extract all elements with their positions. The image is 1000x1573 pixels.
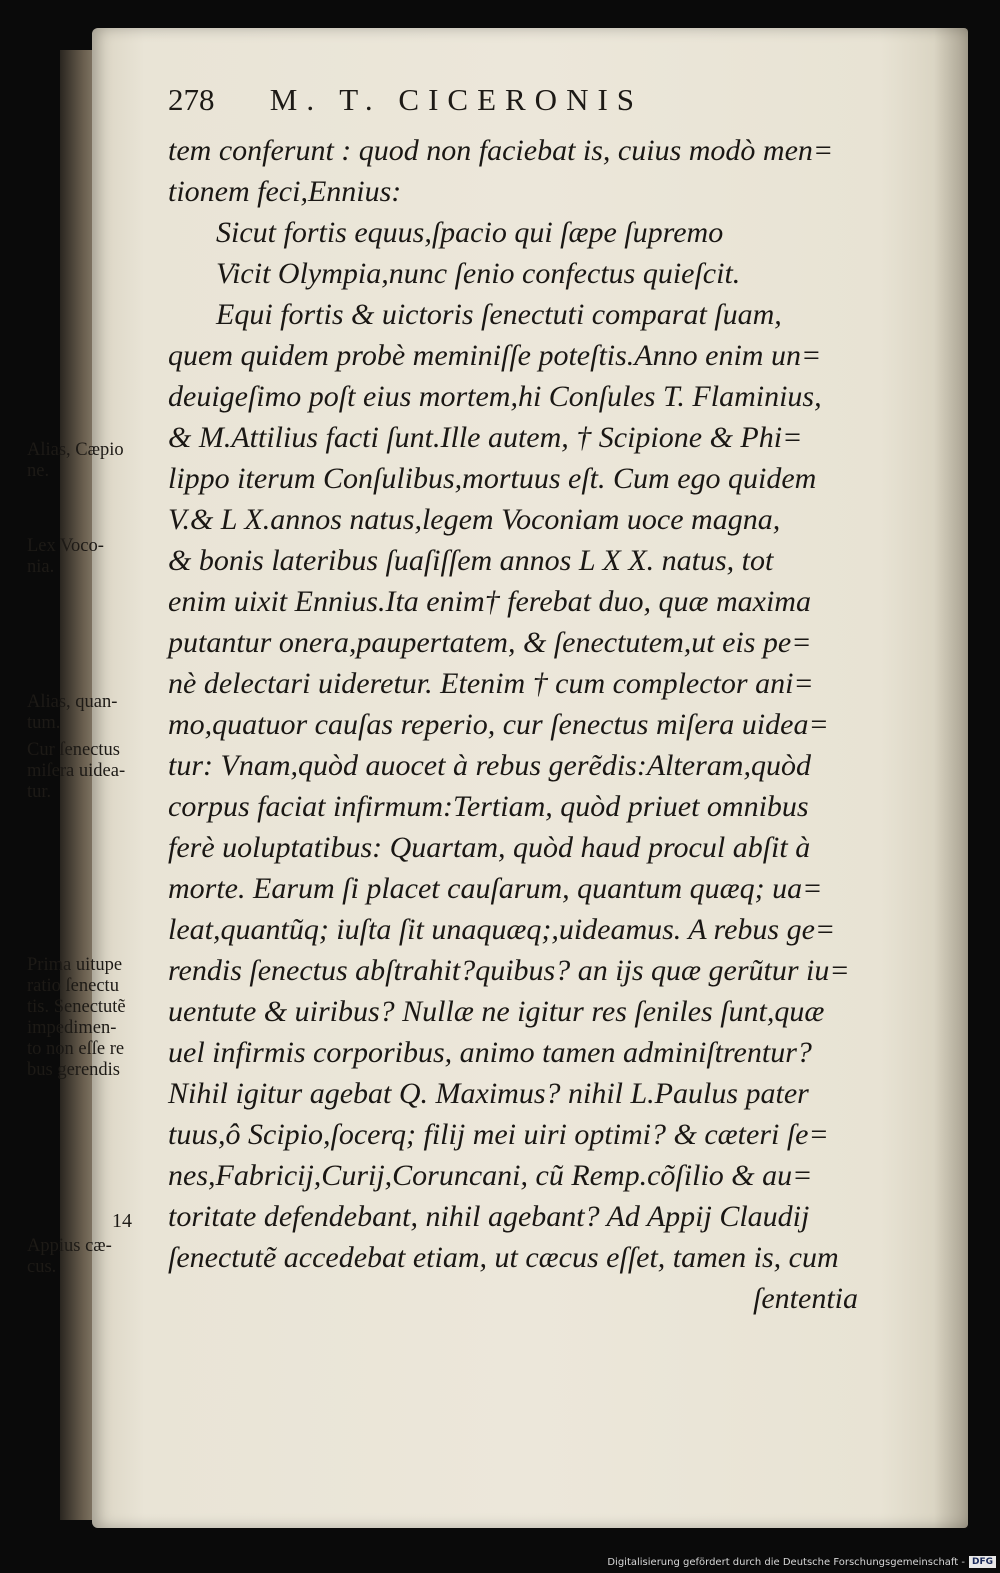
page-gutter-shadow (934, 28, 968, 1528)
text-line: & M.Attilius facti ſunt.Ille autem, † Scipione & Phi= (168, 421, 803, 454)
marginal-note-line: ratio ſenectu (27, 976, 119, 996)
text-line: nes,Fabricij,Curij,Coruncani, cũ Remp.cõſilio & au= (168, 1159, 813, 1192)
marginal-note-line: Appius cæ- (27, 1236, 112, 1256)
marginal-note (27, 440, 162, 482)
marginal-note (27, 955, 162, 1081)
text-line: leat,quantũq; iuſta ſit unaquæq;,uideamus. A rebus ge= (168, 913, 836, 946)
marginal-note-line: ne. (27, 461, 50, 481)
running-head (168, 82, 768, 122)
text-line: putantur onera,paupertatem, & ſenectutem,ut eis pe= (168, 626, 812, 659)
text-line: quem quidem probè meminiſſe poteſtis.Anno enim un= (168, 339, 822, 372)
marginal-note-line: nia. (27, 557, 55, 577)
running-title: M. T. CICERONIS (269, 82, 644, 117)
text-line: deuigeſimo poſt eius mortem,hi Conſules T. Flaminius, (168, 380, 822, 413)
marginal-note-line: to non eſſe re (27, 1039, 125, 1059)
marginal-note (27, 536, 162, 578)
footer-credit (580, 1553, 1000, 1573)
dfg-logo: DFG (969, 1556, 996, 1568)
text-line: mo,quatuor cauſas reperio, cur ſenectus miſera uidea= (168, 708, 829, 741)
marginal-note-line: Prima uitupe (27, 955, 123, 975)
marginal-note-line: bus gerendis (27, 1060, 120, 1080)
marginal-note-line: tum. (27, 713, 61, 733)
text-line: toritate defendebant, nihil agebant? Ad Appij Claudij (168, 1200, 810, 1233)
marginal-note-number: 14 (112, 1210, 132, 1232)
marginal-note (27, 740, 162, 803)
text-line: nè delectari uideretur. Etenim † cum complector ani= (168, 667, 814, 700)
text-line: uentute & uiribus? Nullæ ne igitur res ſeniles ſunt,quæ (168, 995, 825, 1028)
text-line: enim uixit Ennius.Ita enim† ferebat duo, quæ maxima (168, 585, 811, 618)
text-line: Equi fortis & uictoris ſenectuti comparat ſuam, (216, 298, 782, 331)
marginal-note-line: impedimen- (27, 1018, 117, 1038)
page-number: 278 (168, 82, 215, 117)
marginal-note-line: Lex Voco- (27, 536, 104, 556)
text-line: & bonis lateribus ſuaſiſſem annos L X X. natus, tot (168, 544, 774, 577)
text-line: Nihil igitur agebat Q. Maximus? nihil L.Paulus pater (168, 1077, 809, 1110)
text-line: corpus faciat infirmum:Tertiam, quòd priuet omnibus (168, 790, 809, 823)
text-line: tuus,ô Scipio,ſocerq; filij mei uiri optimi? & cæteri ſe= (168, 1118, 829, 1151)
marginal-note-line: Alias, quan- (27, 692, 118, 712)
text-line: Sicut fortis equus,ſpacio qui ſæpe ſupremo (216, 216, 724, 249)
marginal-note-line: Alias, Cæpio (27, 440, 124, 460)
marginal-note-line: miſera uidea- (27, 761, 126, 781)
text-line: tem conferunt : quod non faciebat is, cuius modò men= (168, 134, 834, 167)
text-line: lippo iterum Conſulibus,mortuus eſt. Cum ego quidem (168, 462, 817, 495)
text-line: ferè uoluptatibus: Quartam, quòd haud procul abſit à (168, 831, 811, 864)
marginal-note-line: tur. (27, 782, 52, 802)
text-line: morte. Earum ſi placet cauſarum, quantum quæq; ua= (168, 872, 823, 905)
marginal-note-line: cus. (27, 1257, 57, 1277)
text-line: ſenectutẽ accedebat etiam, ut cæcus eſſet, tamen is, cum (168, 1241, 839, 1274)
text-line: ſententia (753, 1282, 858, 1315)
marginal-note-line: tis. Senectutẽ (27, 997, 126, 1017)
footer-credit-text: Digitalisierung gefördert durch die Deutsche Forschungsgemeinschaft - (607, 1557, 965, 1568)
marginal-note (27, 1236, 162, 1278)
marginal-note (27, 692, 162, 734)
text-line: tionem feci,Ennius: (168, 175, 402, 208)
text-line: rendis ſenectus abſtrahit?quibus? an ijs quæ gerũtur iu= (168, 954, 850, 987)
text-line: Vicit Olympia,nunc ſenio confectus quieſcit. (216, 257, 741, 290)
marginalia-column (27, 0, 162, 1573)
text-line: V.& L X.annos natus,legem Voconiam uoce magna, (168, 503, 781, 536)
text-line: uel infirmis corporibus, animo tamen adminiſtrentur? (168, 1036, 812, 1069)
body-text (168, 130, 858, 1319)
marginal-note-line: Cur ſenectus (27, 740, 120, 760)
text-line: tur: Vnam,quòd auocet à rebus gerẽdis:Alteram,quòd (168, 749, 811, 782)
